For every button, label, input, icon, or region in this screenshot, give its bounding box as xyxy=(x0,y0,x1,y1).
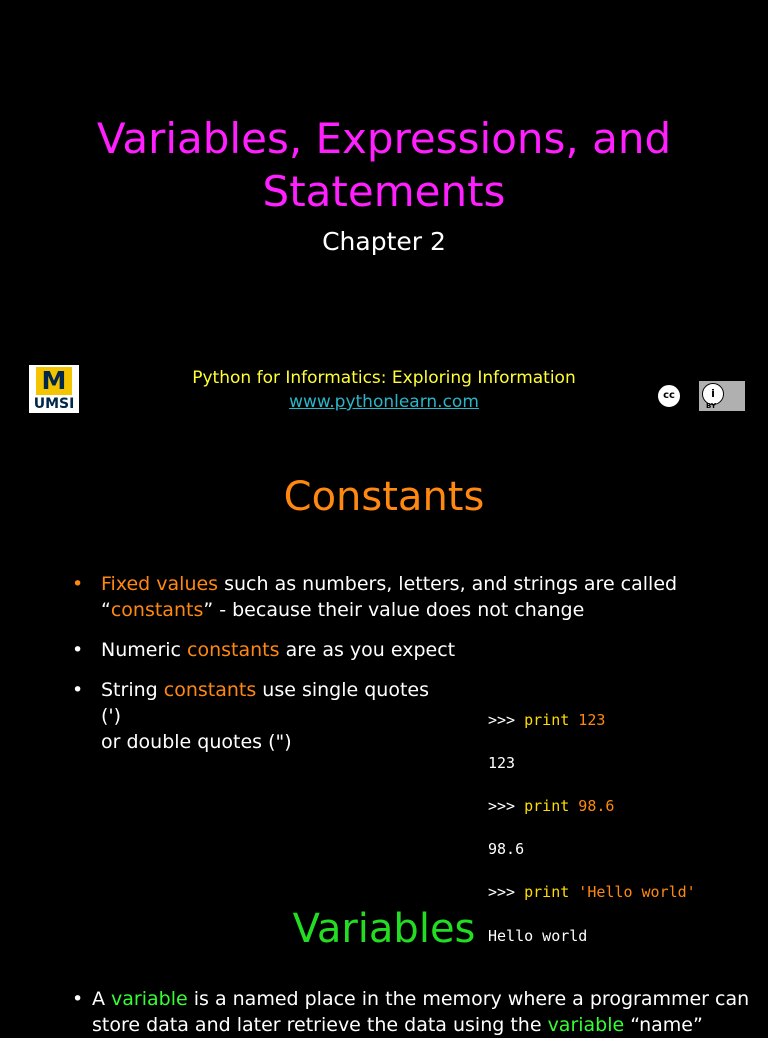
attribution-person-icon: i xyxy=(702,383,724,405)
bullet-text: is a named place in the memory where a programmer can xyxy=(187,988,750,1010)
bullet-text: “ xyxy=(101,599,111,621)
bullet-text: A xyxy=(92,988,112,1010)
book-title: Python for Informatics: Exploring Information xyxy=(192,368,576,388)
block-m-icon: M xyxy=(36,367,72,395)
variables-heading: Variables xyxy=(292,906,476,952)
bullet-text: store data and later retrieve the data using the xyxy=(92,1014,548,1036)
bullet-text: or double quotes (") xyxy=(101,731,292,753)
bullet-dot-icon: • xyxy=(72,573,84,595)
bullet-text: such as numbers, letters, and strings are called xyxy=(218,573,678,595)
cc-by-license-badge[interactable] xyxy=(654,381,745,411)
code-output-line: 98.6 xyxy=(488,840,525,859)
umsi-logo-text: UMSI xyxy=(33,396,75,412)
code-output-line: Hello world xyxy=(488,926,588,945)
bullet-text: ” - because their value does not change xyxy=(203,599,585,621)
bullet-text: Numeric xyxy=(101,639,188,661)
website-link[interactable]: www.pythonlearn.com xyxy=(289,392,479,412)
highlight-term: Fixed values xyxy=(101,573,219,595)
highlight-term: variable xyxy=(111,988,188,1010)
bullet-text: “name” xyxy=(624,1014,703,1036)
code-line: >>> print 'Hello world' xyxy=(488,883,696,902)
highlight-term: constants xyxy=(163,679,257,701)
bullet-text: String xyxy=(101,679,164,701)
bullet-text: use single quotes (') xyxy=(101,679,430,727)
title-line-1: Variables, Expressions, and xyxy=(96,114,672,163)
slide-title xyxy=(0,112,768,218)
by-label: BY xyxy=(706,402,717,410)
bullet-dot-icon: • xyxy=(72,639,84,661)
cc-icon: cc xyxy=(657,384,681,408)
code-output-line: 123 xyxy=(488,753,516,772)
bullet-text: are as you expect xyxy=(279,639,456,661)
bullet-dot-icon: • xyxy=(72,988,84,1010)
code-line: >>> print 98.6 xyxy=(488,796,615,815)
chapter-subtitle: Chapter 2 xyxy=(322,227,446,256)
highlight-term: constants xyxy=(110,599,204,621)
code-line: >>> print 123 xyxy=(488,710,606,729)
bullet-dot-icon: • xyxy=(72,679,84,701)
highlight-term: constants xyxy=(187,639,280,661)
constants-heading: Constants xyxy=(283,474,485,520)
title-line-2: Statements xyxy=(262,167,506,216)
highlight-term: variable xyxy=(547,1014,625,1036)
